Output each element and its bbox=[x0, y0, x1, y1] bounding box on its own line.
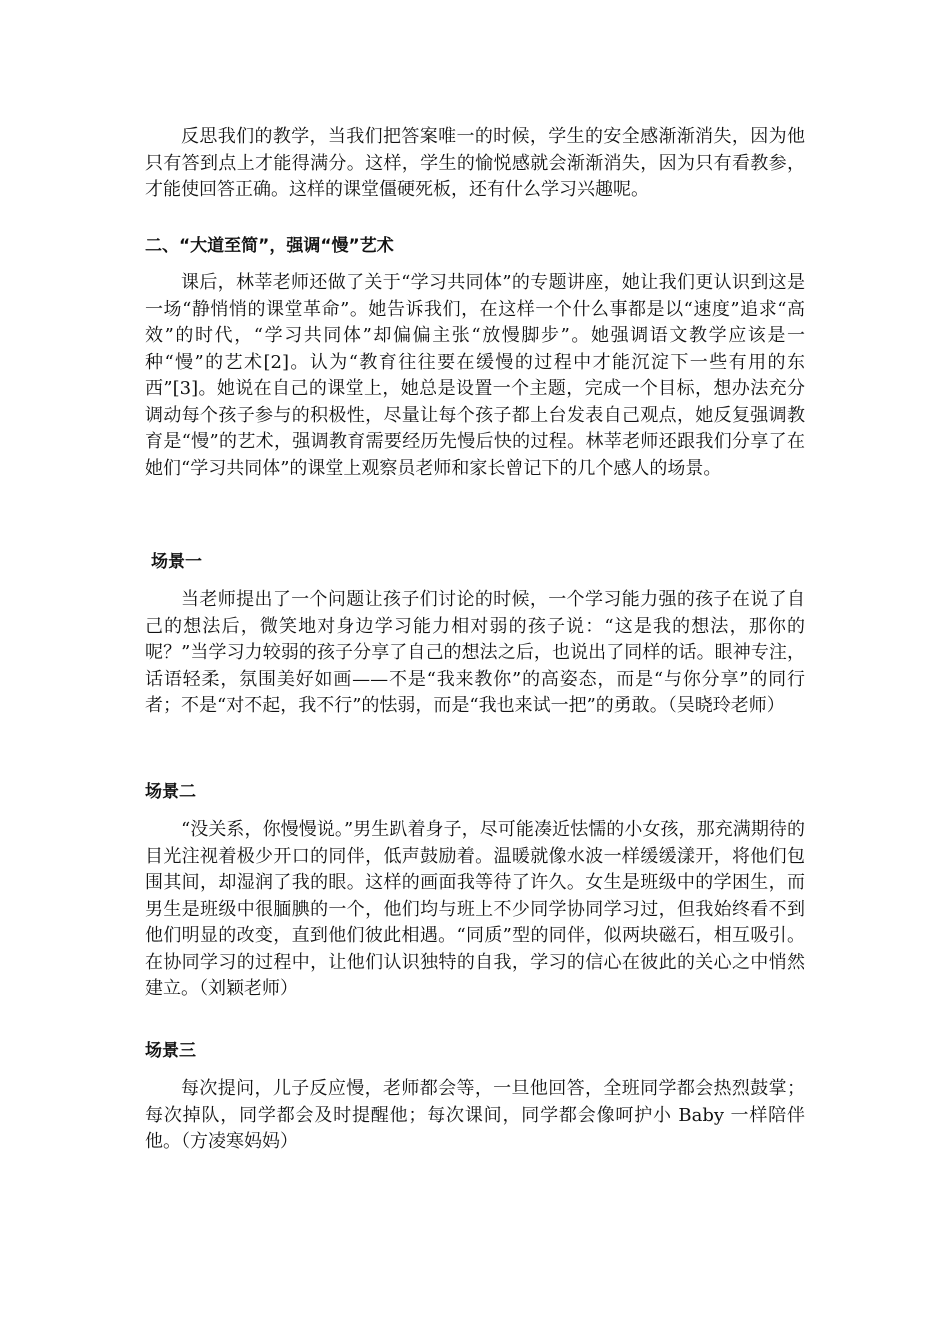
scene-heading-1: 场景一 bbox=[151, 552, 202, 572]
paragraph-scene-2: “没关系，你慢慢说。”男生趴着身子，尽可能凑近怯懦的小女孩，那充满期待的目光注视着极少开口的同伴，低声鼓励着。温暖就像水波一样缓缓漾开，将他们包围其间，却湿润了我的眼。这样的画面我等待了许久。女生是班级中的学困生，而男生是班级中很腼腆的一个，他们均与班上不少同学协同学习过，但我始终看不到他们明显的改变，直到他们彼此相遇。“同质”型的同伴，似两块磁石，相互吸引。在协同学习的过程中，让他们认识独特的自我，学习的信心在彼此的关心之中悄然建立。（刘颖老师） bbox=[145, 819, 805, 999]
paragraph-scene-3: 每次提问，儿子反应慢，老师都会等，一旦他回答，全班同学都会热烈鼓掌；每次掉队，同学都会及时提醒他；每次课间，同学都会像呵护小 Baby 一样陪伴他。（方凌寒妈妈） bbox=[145, 1078, 805, 1152]
scene-heading-2: 场景二 bbox=[145, 782, 196, 802]
section-heading-2: 二、“大道至简”，强调“慢”艺术 bbox=[145, 236, 394, 256]
paragraph-reflection: 反思我们的教学，当我们把答案唯一的时候，学生的安全感渐渐消失，因为他只有答到点上才能得满分。这样，学生的愉悦感就会渐渐消失，因为只有看教参，才能使回答正确。这样的课堂僵硬死板，还有什么学习兴趣呢。 bbox=[145, 126, 805, 200]
scene-heading-3: 场景三 bbox=[145, 1041, 196, 1061]
paragraph-scene-1: 当老师提出了一个问题让孩子们讨论的时候，一个学习能力强的孩子在说了自己的想法后，微笑地对身边学习能力相对弱的孩子说：“这是我的想法，那你的呢？”当学习力较弱的孩子分享了自己的想法之后，也说出了同样的话。眼神专注，话语轻柔，氛围美好如画——不是“我来教你”的高姿态，而是“与你分享”的同行者；不是“对不起，我不行”的怯弱，而是“我也来试一把”的勇敢。（吴晓玲老师） bbox=[145, 589, 805, 716]
paragraph-lecture: 课后，林莘老师还做了关于“学习共同体”的专题讲座，她让我们更认识到这是一场“静悄悄的课堂革命”。她告诉我们，在这样一个什么事都是以“速度”追求“高效”的时代，“学习共同体”却偏偏主张“放慢脚步”。她强调语文教学应该是一种“慢”的艺术[2]。认为“教育往往要在缓慢的过程中才能沉淀下一些有用的东西”[3]。她说在自己的课堂上，她总是设置一个主题，完成一个目标，想办法充分调动每个孩子参与的积极性，尽量让每个孩子都上台发表自己观点，她反复强调教育是“慢”的艺术，强调教育需要经历先慢后快的过程。林莘老师还跟我们分享了在她们“学习共同体”的课堂上观察员老师和家长曾记下的几个感人的场景。 bbox=[145, 272, 805, 479]
